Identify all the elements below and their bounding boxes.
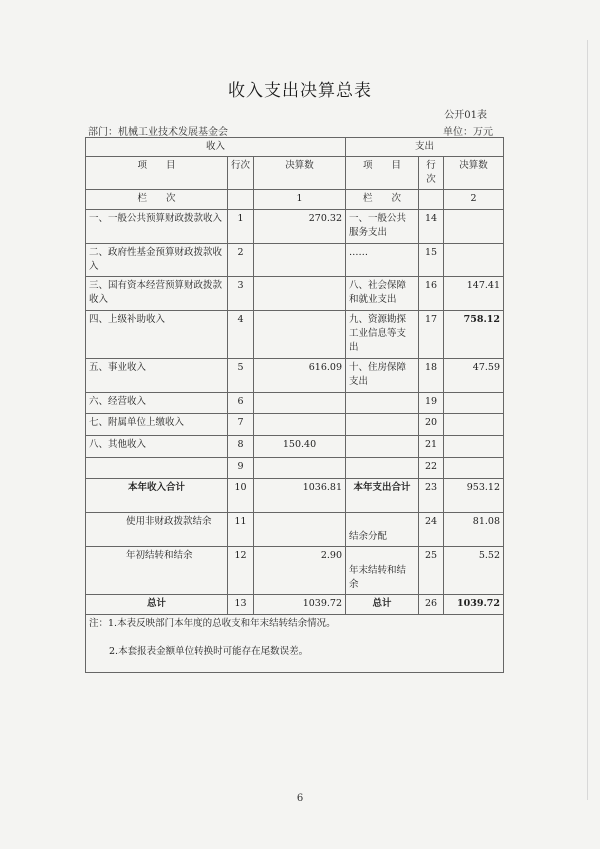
expense-amount: 81.08: [444, 513, 504, 547]
expense-item: 本年支出合计: [346, 479, 419, 513]
expense-item: 十、住房保障支出: [346, 359, 419, 393]
expense-row-no: 22: [419, 458, 444, 479]
income-amount: 2.90: [254, 547, 346, 595]
income-amount: 1039.72: [254, 595, 346, 615]
income-header: 收入: [86, 138, 346, 157]
income-item: 一、一般公共预算财政拨款收入: [86, 210, 228, 244]
table-row: [86, 547, 504, 595]
expense-item: [346, 436, 419, 458]
income-row-no: 7: [228, 414, 254, 436]
income-item: 三、国有资本经营预算财政拨款收入: [86, 277, 228, 311]
table-row: [86, 513, 504, 547]
income-amount: [254, 311, 346, 359]
income-row-no: 1: [228, 210, 254, 244]
table-row: [86, 414, 504, 436]
income-row-no: 11: [228, 513, 254, 547]
expense-item: 结余分配: [346, 513, 419, 547]
unit-label: 单位：万元: [443, 127, 493, 138]
income-amount: [254, 277, 346, 311]
income-amount: [254, 513, 346, 547]
expense-item: [346, 458, 419, 479]
expense-row-no: 16: [419, 277, 444, 311]
sub-label2: 栏 次: [346, 190, 419, 210]
expense-amount: [444, 210, 504, 244]
expense-amount: 758.12: [444, 311, 504, 359]
expense-row-no: 18: [419, 359, 444, 393]
income-amount: 616.09: [254, 359, 346, 393]
expense-row-no: 17: [419, 311, 444, 359]
income-amount: [254, 244, 346, 277]
table-row: [86, 393, 504, 414]
empty-cell: [228, 190, 254, 210]
income-item: [86, 458, 228, 479]
expense-row-no: 19: [419, 393, 444, 414]
table-notes-row: [86, 615, 504, 673]
page-title: 收入支出决算总表: [228, 81, 372, 101]
table-column-header-row: [86, 157, 504, 190]
income-row-no: 5: [228, 359, 254, 393]
col-row-no2-header: 行次: [419, 157, 444, 190]
table-group-header-row: [86, 138, 504, 157]
expense-amount: 1039.72: [444, 595, 504, 615]
table-row: [86, 458, 504, 479]
expense-item: [346, 393, 419, 414]
table-row: [86, 244, 504, 277]
expense-row-no: 24: [419, 513, 444, 547]
income-item: 八、其他收入: [86, 436, 228, 458]
income-row-no: 13: [228, 595, 254, 615]
expense-item: 年末结转和结余: [346, 547, 419, 595]
income-item: 五、事业收入: [86, 359, 228, 393]
expense-item: 总计: [346, 595, 419, 615]
expense-amount: [444, 436, 504, 458]
income-row-no: 8: [228, 436, 254, 458]
expense-row-no: 23: [419, 479, 444, 513]
expense-row-no: 20: [419, 414, 444, 436]
income-amount: 1036.81: [254, 479, 346, 513]
expense-item: 一、一般公共服务支出: [346, 210, 419, 244]
income-item: 总计: [86, 595, 228, 615]
page-number: 6: [296, 793, 304, 804]
income-amount: [254, 393, 346, 414]
expense-item: [346, 414, 419, 436]
expense-row-no: 21: [419, 436, 444, 458]
income-amount: 150.40: [254, 436, 346, 458]
income-amount: [254, 414, 346, 436]
expense-amount: 147.41: [444, 277, 504, 311]
table-row: [86, 311, 504, 359]
expense-header: 支出: [346, 138, 504, 157]
table-row: [86, 210, 504, 244]
table-row: [86, 277, 504, 311]
expense-row-no: 26: [419, 595, 444, 615]
income-row-no: 6: [228, 393, 254, 414]
col-item-header: 项 目: [86, 157, 228, 190]
income-item: 使用非财政拨款结余: [86, 513, 228, 547]
expense-row-no: 15: [419, 244, 444, 277]
col-amount2-header: 决算数: [444, 157, 504, 190]
table-sub-header-row: [86, 190, 504, 210]
income-item: 二、政府性基金预算财政拨款收入: [86, 244, 228, 277]
department-label: 部门：机械工业技术发展基金会: [88, 127, 228, 138]
table-row: [86, 359, 504, 393]
income-item: 本年收入合计: [86, 479, 228, 513]
expense-row-no: 14: [419, 210, 444, 244]
empty-cell: [419, 190, 444, 210]
col-item2-header: 项 目: [346, 157, 419, 190]
income-amount: [254, 458, 346, 479]
income-expense-table: [85, 137, 504, 673]
table-row: [86, 436, 504, 458]
sub-expense-no: 2: [444, 190, 504, 210]
note-2: 2.本套报表金额单位转换时可能存在尾数误差。: [109, 646, 309, 657]
col-amount-header: 决算数: [254, 157, 346, 190]
expense-amount: [444, 414, 504, 436]
expense-amount: [444, 393, 504, 414]
expense-amount: 47.59: [444, 359, 504, 393]
table-row-grand-total: [86, 595, 504, 615]
table-row-total: [86, 479, 504, 513]
form-code: 公开01表: [444, 110, 487, 121]
income-item: 四、上级补助收入: [86, 311, 228, 359]
expense-amount: 5.52: [444, 547, 504, 595]
note-1: 注：1.本表反映部门本年度的总收支和年末结转结余情况。: [89, 618, 336, 629]
expense-item: 九、资源勘探工业信息等支出: [346, 311, 419, 359]
income-item: 六、经营收入: [86, 393, 228, 414]
income-row-no: 3: [228, 277, 254, 311]
sub-label: 栏 次: [86, 190, 228, 210]
expense-item: ……: [346, 244, 419, 277]
scan-edge-line: [587, 40, 588, 800]
notes-cell: [86, 615, 504, 673]
income-row-no: 9: [228, 458, 254, 479]
income-item: 年初结转和结余: [86, 547, 228, 595]
expense-amount: 953.12: [444, 479, 504, 513]
income-amount: 270.32: [254, 210, 346, 244]
expense-row-no: 25: [419, 547, 444, 595]
income-row-no: 12: [228, 547, 254, 595]
expense-item: 八、社会保障和就业支出: [346, 277, 419, 311]
sub-income-no: 1: [254, 190, 346, 210]
expense-amount: [444, 458, 504, 479]
col-row-no-header: 行次: [228, 157, 254, 190]
income-row-no: 4: [228, 311, 254, 359]
income-row-no: 10: [228, 479, 254, 513]
expense-amount: [444, 244, 504, 277]
income-row-no: 2: [228, 244, 254, 277]
income-item: 七、附属单位上缴收入: [86, 414, 228, 436]
